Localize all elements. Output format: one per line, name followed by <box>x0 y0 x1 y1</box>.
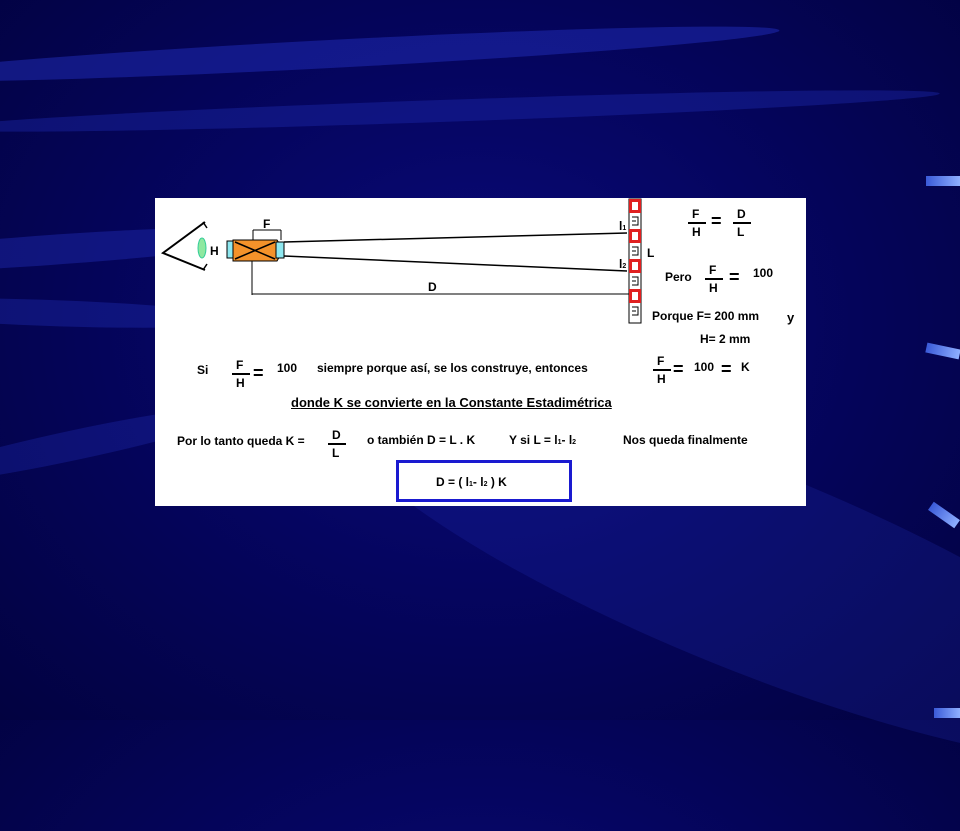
fraction-bar <box>705 278 723 280</box>
si-equals2: = <box>673 359 684 379</box>
formula1-den-left: H <box>692 225 701 239</box>
pero-value: 100 <box>753 266 774 280</box>
pero-equals: = <box>729 267 740 287</box>
si-value: 100 <box>277 361 298 375</box>
formula1-den-right: L <box>737 225 745 239</box>
label-d-distance: D <box>428 280 437 294</box>
pero-label: Pero <box>665 270 692 284</box>
tambien-text: o también D = L . K <box>367 433 476 447</box>
fraction-bar <box>653 369 671 371</box>
eye-icon <box>163 222 207 270</box>
fraction-bar <box>232 373 250 375</box>
label-l-interval: L <box>647 246 655 260</box>
nos-queda-text: Nos queda finalmente <box>623 433 748 447</box>
si-num: F <box>236 358 244 372</box>
si-k: K <box>741 360 750 374</box>
decorative-chip <box>928 502 960 529</box>
label-l2: l2 <box>619 257 627 271</box>
result-formula: D = ( l1- l2 ) K <box>436 475 507 489</box>
formula1-num-right: D <box>737 207 746 221</box>
background-streak <box>0 16 780 91</box>
si-label: Si <box>197 363 209 377</box>
final-num: D <box>332 428 341 442</box>
porque-text: Porque F= 200 mm <box>652 309 760 323</box>
label-f-focal: F <box>263 217 271 231</box>
si-explanation: siempre porque así, se los construye, entonces <box>317 361 588 375</box>
pero-num: F <box>709 263 717 277</box>
telescope-body <box>227 240 284 261</box>
si-equals: = <box>253 363 264 383</box>
background-streak <box>0 83 940 140</box>
result-formula-box <box>396 460 572 502</box>
decorative-chip <box>925 343 960 360</box>
content-panel <box>155 198 806 506</box>
label-l1: l1 <box>619 219 627 233</box>
si-equals3: = <box>721 359 732 379</box>
fraction-bar <box>733 222 751 224</box>
pero-den: H <box>709 281 718 295</box>
formula1-equals: = <box>711 211 722 231</box>
fraction-bar <box>328 443 346 445</box>
por-lo-tanto-text: Por lo tanto queda K = <box>177 434 305 448</box>
si-den: H <box>236 376 245 390</box>
constant-text: donde K se convierte en la Constante Estadimétrica <box>291 395 612 410</box>
decorative-chip <box>926 176 960 186</box>
label-h-height: H <box>210 244 219 258</box>
h-value-text: H= 2 mm <box>700 332 751 346</box>
formula1-num-left: F <box>692 207 700 221</box>
final-den: L <box>332 446 340 460</box>
decorative-chip <box>934 708 960 718</box>
ysi-text: Y si L = l1- l2 <box>509 433 577 447</box>
si-num2: F <box>657 354 665 368</box>
si-value2: 100 <box>694 360 715 374</box>
porque-y: y <box>787 310 795 325</box>
fraction-bar <box>688 222 706 224</box>
si-den2: H <box>657 372 666 386</box>
stadia-rod <box>629 199 641 323</box>
